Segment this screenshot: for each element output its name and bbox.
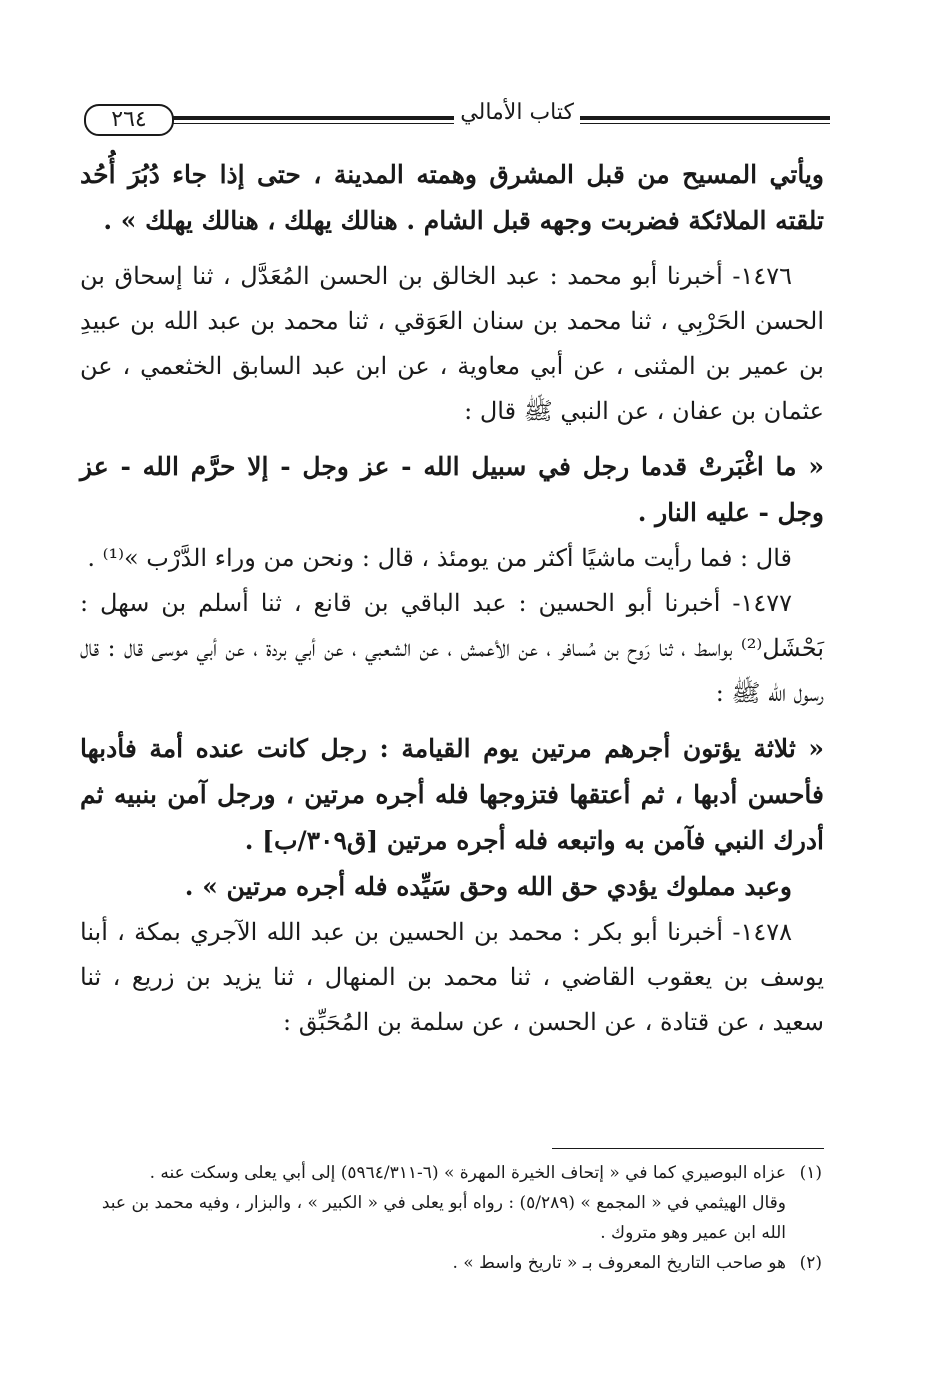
main-text	[80, 152, 824, 1045]
page-number: ٢٦٤	[84, 104, 174, 136]
footnotes	[86, 1158, 822, 1278]
footnote-number: (٢)	[799, 1253, 822, 1273]
header-rule-far-right-thin	[742, 123, 830, 124]
footnote-1-continuation: وقال الهيثمي في « المجمع » (٥/٢٨٩) : رواه أبو يعلى في « الكبير » ، والبزار ، وفيه محمد بن عبد الله ابن عمير وهو متروك .	[101, 1193, 786, 1243]
footnote-text: هو صاحب التاريخ المعروف بـ « تاريخ واسط » .	[452, 1253, 786, 1273]
book-title: كتاب الأمالي	[454, 98, 580, 128]
header-rule-far-right	[742, 116, 830, 120]
paragraph-isnad-1477: ١٤٧٧- أخبرنا أبو الحسين : عبد الباقي بن قانع ، ثنا أسلم بن سهل : بَحْشَل⁽²⁾ بواسط ، ثنا رَوح بن مُسافر ، عن الأعمش ، عن الشعبي ، عن أبي بردة ، عن أبي موسى قال : قال رسول الله ﷺ :	[80, 589, 824, 707]
paragraph-hadith-end: ويأتي المسيح من قبل المشرق وهمته المدينة ، حتى إذا جاء دُبُرَ أُحُد تلقته الملائكة فضربت وجهه قبل الشام . هنالك يهلك ، هنالك يهلك » .	[80, 160, 824, 235]
paragraph-matn-1476: « ما اغْبَرتْ قدما رجل في سبيل الله - عز وجل - إلا حرَّم الله - عز وجل - عليه النار .	[80, 452, 824, 527]
footnote-separator	[552, 1148, 824, 1149]
paragraph-matn-1477: « ثلاثة يؤتون أجرهم مرتين يوم القيامة : رجل كانت عنده أمة فأدبها فأحسن أدبها ، ثم أعتقها فتزوجها فله أجره مرتين ، ورجل آمن بنبيه ثم أدرك النبي فآمن به واتبعه فله أجره مرتين [ق٣٠٩/ب] .	[80, 734, 824, 855]
header-rule-left-thin	[170, 123, 472, 124]
footnote-1	[86, 1158, 822, 1188]
paragraph-note-1476: قال : فما رأيت ماشيًا أكثر من يومئذ ، قال : ونحن من وراء الدَّرْب »⁽¹⁾ .	[87, 544, 792, 572]
header-rule-right-thin	[552, 123, 742, 124]
footnote-2	[86, 1248, 822, 1278]
footnote-number: (١)	[799, 1163, 822, 1183]
header-rule-left	[170, 116, 472, 120]
paragraph-matn-1477-cont: وعبد مملوك يؤدي حق الله وحق سَيِّده فله أجره مرتين » .	[184, 872, 792, 901]
paragraph-isnad-1478: ١٤٧٨- أخبرنا أبو بكر : محمد بن الحسين بن عبد الله الآجري بمكة ، أبنا يوسف بن يعقوب القاضي ، ثنا محمد بن المنهال ، ثنا يزيد بن زريع ، ثنا سعيد ، عن قتادة ، عن الحسن ، عن سلمة بن المُحَبِّق :	[80, 918, 824, 1036]
header-rule-right	[552, 116, 742, 120]
paragraph-isnad-1476: ١٤٧٦- أخبرنا أبو محمد : عبد الخالق بن الحسن المُعَدَّل ، ثنا إسحاق بن الحسن الحَرْبِي ، ثنا محمد بن سنان العَوَقي ، ثنا محمد بن عبد الله بن عبيدِ بن عمير بن المثنى ، عن أبي معاوية ، عن ابن عبد السابق الخثعمي ، عن عثمان بن عفان ، عن النبي ﷺ قال :	[80, 262, 824, 425]
footnote-text: عزاه البوصيري كما في « إتحاف الخيرة المهرة » (٦-٥٩٦٤/٣١١) إلى أبي يعلى وسكت عنه .	[149, 1163, 786, 1183]
running-header	[84, 98, 830, 138]
